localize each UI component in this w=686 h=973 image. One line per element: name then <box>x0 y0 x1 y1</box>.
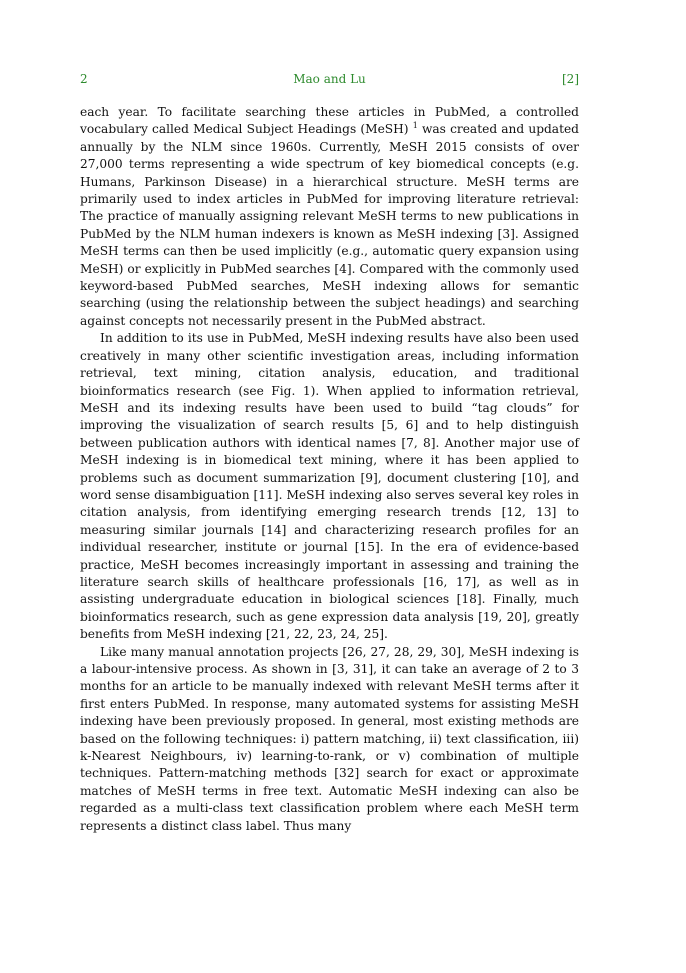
running-header <box>80 72 579 90</box>
running-authors: Mao and Lu <box>293 72 366 86</box>
paragraph-1-text-a: each year. To facilitate searching these articles in PubMed, a controlled vocabulary called Medical Subject Headings (MeSH) <box>80 105 579 137</box>
paragraph-2: In addition to its use in PubMed, MeSH indexing results have also been used creatively in many other scientific investigation areas, including information retrieval, text mining, citation analysis, education, and traditional bioinformatics research (see Fig. 1). When applied to information retrieval, MeSH and its indexing results have been used to build “tag clouds” for improving the visualization of search results [5, 6] and to help distinguish between publication authors with identical names [7, 8]. Another major use of MeSH indexing is in biomedical text mining, where it has been applied to problems such as document summarization [9], document clustering [10], and word sense disambiguation [11]. MeSH indexing also serves several key roles in citation analysis, from identifying emerging research trends [12, 13] to measuring similar journals [14] and characterizing research profiles for an individual researcher, institute or journal [15]. In the era of evidence-based practice, MeSH becomes increasingly important in assessing and training the literature search skills of healthcare professionals [16, 17], as well as in assisting undergraduate education in biological sciences [18]. Finally, much bioinformatics research, such as gene expression data analysis [19, 20], greatly benefits from MeSH indexing [21, 22, 23, 24, 25]. <box>80 331 579 642</box>
footnote-mark[interactable]: 1 <box>412 121 418 131</box>
page-number: 2 <box>80 72 88 86</box>
paragraph-3: Like many manual annotation projects [26, 27, 28, 29, 30], MeSH indexing is a labour-intensive process. As shown in [3, 31], it can take an average of 2 to 3 months for an article to be manually indexed with relevant MeSH terms after it first enters PubMed. In response, many automated systems for assisting MeSH indexing have been previously proposed. In general, most existing methods are based on the following techniques: i) pattern matching, ii) text classification, iii) k-Nearest Neighbours, iv) learning-to-rank, or v) combination of multiple techniques. Pattern-matching methods [32] search for exact or approximate matches of MeSH terms in free text. Automatic MeSH indexing can also be regarded as a multi-class text classification problem where each MeSH term represents a distinct class label. Thus many <box>80 644 579 833</box>
paragraph-1-text-b: was created and updated annually by the NLM since 1960s. Currently, MeSH 2015 consists of over 27,000 terms representing a wide spectrum of key biomedical concepts (e.g. Humans, Parkinson Disease) in a hierarchical structure. MeSH terms are primarily used to index articles in PubMed for improving literature retrieval: The practice of manually assigning relevant MeSH terms to new publications in PubMed by the NLM human indexers is known as MeSH indexing [3]. Assigned MeSH terms can then be used implicitly (e.g., automatic query expansion using MeSH) or explicitly in PubMed searches [4]. Compared with the commonly used keyword-based PubMed searches, MeSH indexing allows for semantic searching (using the relationship between the subject headings) and searching against concepts not necessarily present in the PubMed abstract. <box>80 122 579 328</box>
body-text <box>80 104 579 835</box>
paragraph-1 <box>80 104 579 330</box>
reference-label: [2] <box>562 72 579 86</box>
